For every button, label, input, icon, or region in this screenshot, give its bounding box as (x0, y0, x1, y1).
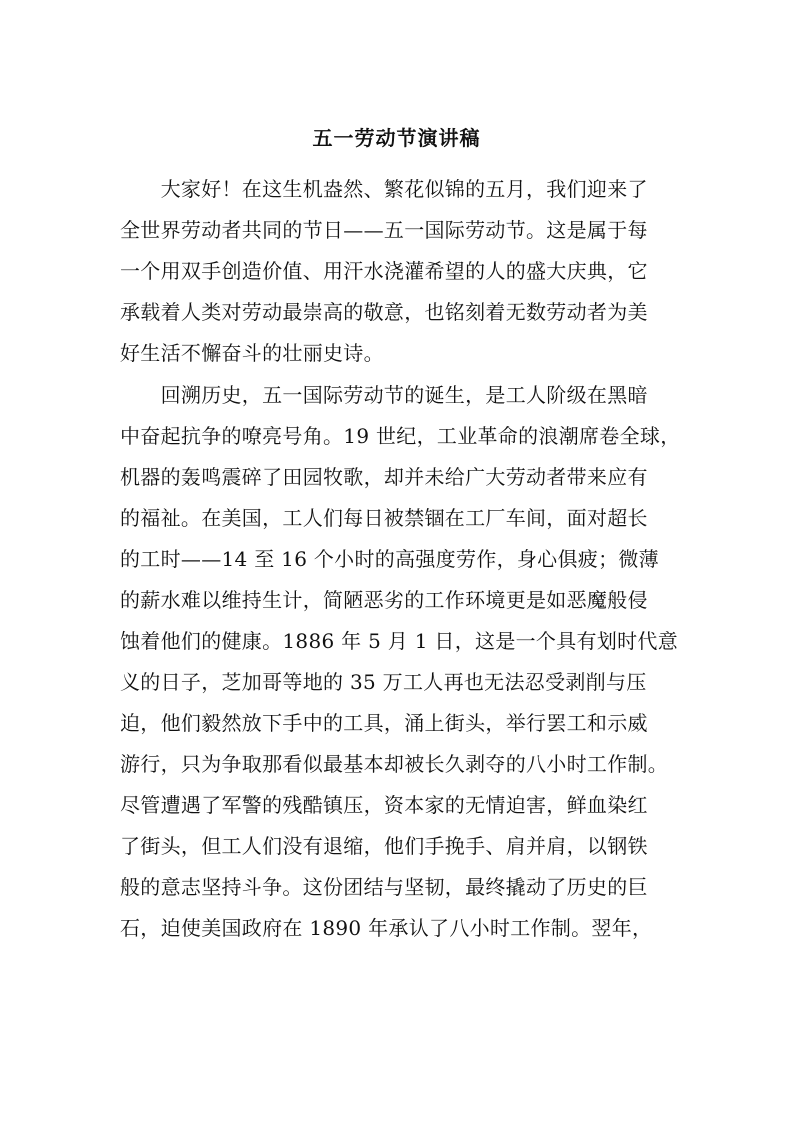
document-title: 五一劳动节演讲稿 (312, 126, 481, 150)
body-line: 的工时——14 至 16 个小时的高强度劳作，身心俱疲；微薄 (120, 547, 659, 571)
body-line: 般的意志坚持斗争。这份团结与坚韧，最终撬动了历史的巨 (120, 875, 648, 899)
body-line: 回溯历史，五一国际劳动节的诞生，是工人阶级在黑暗 (120, 383, 648, 407)
body-line: 机器的轰鸣震碎了田园牧歌，却并未给广大劳动者带来应有 (120, 465, 648, 489)
body-line: 迫，他们毅然放下手中的工具，涌上街头，举行罢工和示威 (120, 711, 648, 735)
body-line: 义的日子，芝加哥等地的 35 万工人再也无法忍受剥削与压 (120, 670, 647, 694)
body-line: 的薪水难以维持生计，简陋恶劣的工作环境更是如恶魔般侵 (120, 588, 648, 612)
body-line: 中奋起抗争的嘹亮号角。19 世纪，工业革命的浪潮席卷全球， (120, 424, 681, 448)
body-line: 全世界劳动者共同的节日——五一国际劳动节。这是属于每 (120, 218, 648, 242)
body-line: 的福祉。在美国，工人们每日被禁锢在工厂车间，面对超长 (120, 506, 648, 530)
body-line: 好生活不懈奋斗的壮丽史诗。 (120, 341, 384, 365)
body-line: 承载着人类对劳动最崇高的敬意，也铭刻着无数劳动者为美 (120, 300, 648, 324)
body-line: 游行，只为争取那看似最基本却被长久剥夺的八小时工作制。 (120, 752, 669, 776)
body-line: 石，迫使美国政府在 1890 年承认了八小时工作制。翌年， (120, 916, 653, 940)
body-line: 尽管遭遇了军警的残酷镇压，资本家的无情迫害，鲜血染红 (120, 793, 648, 817)
body-line: 一个用双手创造价值、用汗水浇灌希望的人的盛大庆典，它 (120, 259, 648, 283)
body-line: 大家好！在这生机盎然、繁花似锦的五月，我们迎来了 (120, 177, 648, 201)
body-line: 蚀着他们的健康。1886 年 5 月 1 日，这是一个具有划时代意 (120, 629, 679, 653)
body-line: 了街头，但工人们没有退缩，他们手挽手、肩并肩，以钢铁 (120, 834, 648, 858)
